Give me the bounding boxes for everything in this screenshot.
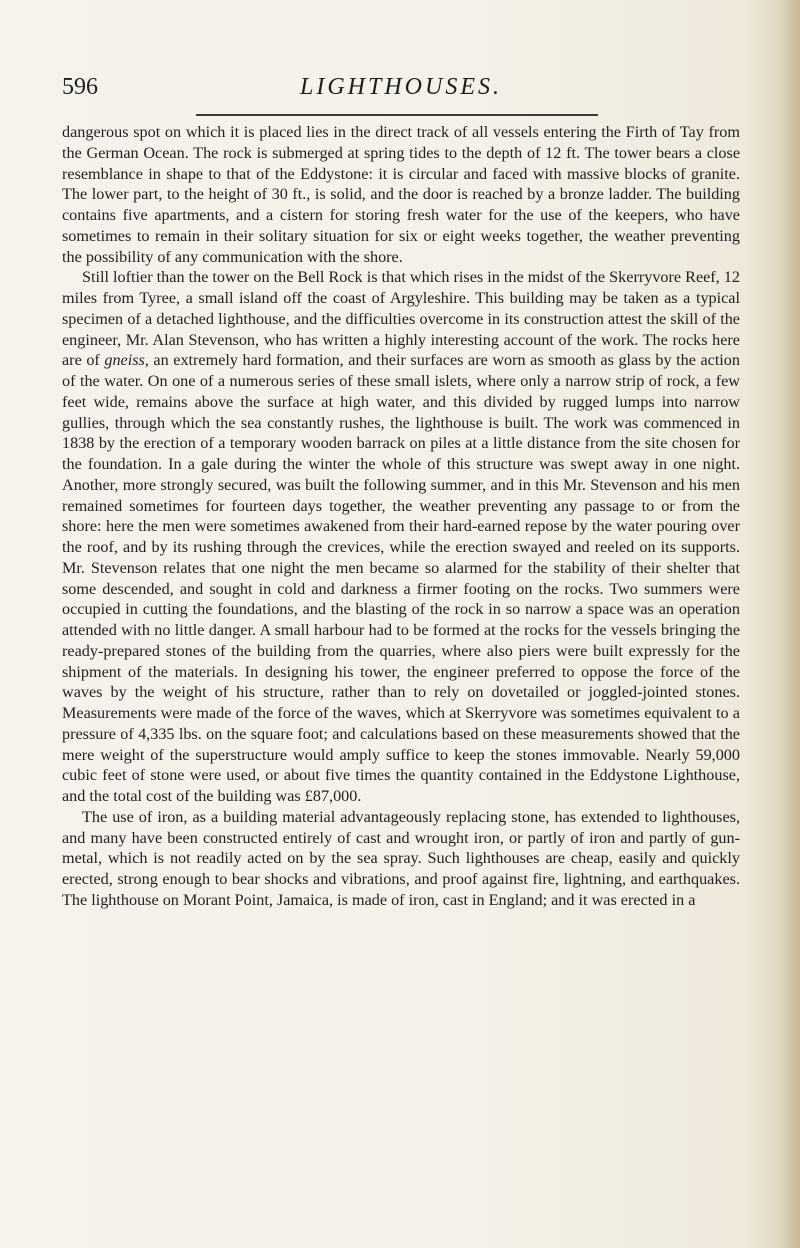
paragraph-2-text-a: Still loftier than the tower on the Bell Rock is that which rises in the midst of the Skerryvore Reef, 12 miles from Tyree, a small island off the coast of Argyleshire. This building may be taken as a typical specimen of a detached lighthouse, and the difficulties overcome in its construction attest the skill of the engineer, Mr. Alan Stevenson, who has written a highly interesting account of the work. The rocks here are of [62,268,740,370]
paragraph-1 [62,122,740,267]
page-header [62,74,740,114]
paragraph-1-text: dangerous spot on which it is placed lies in the direct track of all vessels entering the Firth of Tay from the German Ocean. The rock is submerged at spring tides to the depth of 12 ft. The tower bears a close resemblance in shape to that of the Eddystone: it is circular and faced with massive blocks of granite. The lower part, to the height of 30 ft., is solid, and the door is reached by a bronze ladder. The building contains five apartments, and a cistern for storing fresh water for the use of the keepers, who have sometimes to remain in their solitary situation for six or eight weeks together, the weather preventing the possibility of any communication with the shore. [62,123,740,266]
paragraph-2-text-b: , an extremely hard formation, and their surfaces are worn as smooth as glass by the action of the water. On one of a numerous series of these small islets, where only a narrow strip of rock, a few feet wide, remains above the surface at high water, and this divided by rugged lumps into narrow gullies, through which the sea constantly rushes, the lighthouse is built. The work was commenced in 1838 by the erection of a temporary wooden barrack on piles at a little distance from the site chosen for the foundation. In a gale during the winter the whole of this structure was swept away in one night. Another, more strongly secured, was built the following summer, and in this Mr. Stevenson and his men remained sometimes for fourteen days together, the weather preventing any passage to or from the shore: here the men were sometimes awakened from their hard-earned repose by the water pouring over the roof, and by its rushing through the crevices, while the erection swayed and reeled on its supports. Mr. Stevenson relates that one night the men became so alarmed for the stability of their shelter that some descended, and sought in cold and darkness a firmer footing on the rocks. Two summers were occupied in cutting the foundations, and the blasting of the rock in so narrow a space was an operation attended with no little danger. A small harbour had to be formed at the rocks for the vessels bringing the ready-prepared stones of the building from the quarries, where also piers were built expressly for the shipment of the materials. In designing his tower, the engineer preferred to oppose the force of the waves by the weight of his structure, rather than to rely on dovetailed or joggled-jointed stones. Measurements were made of the force of the waves, which at Skerryvore was sometimes equivalent to a pressure of 4,335 lbs. on the square foot; and calculations based on these measurements showed that the mere weight of the superstructure would amply suffice to keep the stones immovable. Nearly 59,000 cubic feet of stone were used, or about five times the quantity contained in the Eddystone Lighthouse, and the total cost of the building was £87,000. [62,351,740,805]
paragraph-3-text: The use of iron, as a building material advantageously replacing stone, has extended to lighthouses, and many have been constructed entirely of cast and wrought iron, or partly of iron and partly of gun-metal, which is not readily acted on by the sea spray. Such lighthouses are cheap, easily and quickly erected, strong enough to bear shocks and vibrations, and proof against fire, lightning, and earthquakes. The lighthouse on Morant Point, Jamaica, is made of iron, cast in England; and it was erected in a [62,807,740,909]
paragraph-2-emphasis: gneiss [104,351,145,370]
paragraph-2 [62,267,740,807]
paragraph-3 [62,807,740,911]
page-edge-shadow [784,0,800,1248]
body-text [62,122,740,911]
page-number: 596 [62,74,98,100]
header-rule [196,114,598,116]
running-title: LIGHTHOUSES. [299,74,502,100]
